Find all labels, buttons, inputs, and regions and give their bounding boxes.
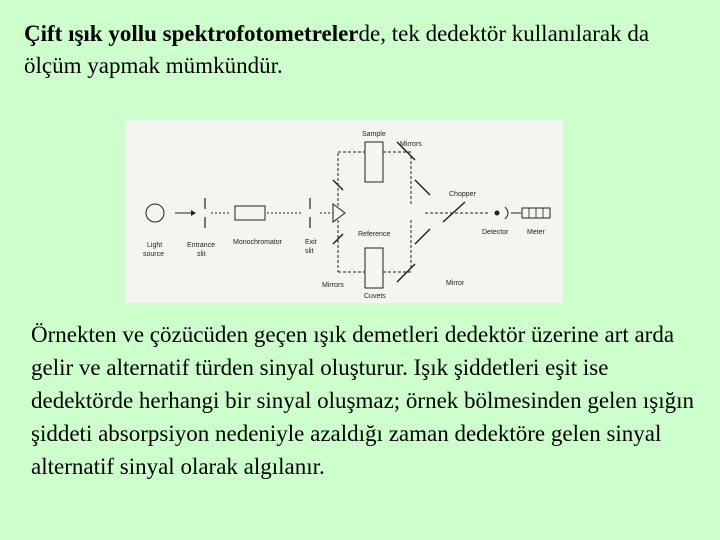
double-beam-spectrophotometer-diagram	[125, 120, 563, 303]
diagram-svg	[125, 120, 563, 303]
heading-rest: de, tek dedektör kullanılarak da ölçüm yapmak mümkündür.	[24, 21, 650, 78]
label-mirrors-top: Mirrors	[400, 141, 422, 148]
detector-dot	[495, 211, 500, 216]
label-cuvets: Cuvets	[364, 293, 386, 300]
mirror-chopper-top	[415, 180, 430, 195]
mirror-bottom-right	[397, 264, 415, 282]
light-source-circle	[146, 204, 164, 222]
label-exit-1: Exit	[305, 239, 317, 246]
label-mirrors-bottom: Mirrors	[322, 282, 344, 289]
label-exit-2: slit	[305, 248, 314, 255]
label-monochromator: Monochromator	[233, 239, 283, 246]
label-detector: Detector	[482, 229, 509, 236]
arrowhead-1	[191, 210, 196, 216]
heading-bold-term: Çift ışık yollu spektrofotometreler	[24, 21, 359, 46]
explanation-paragraph: Örnekten ve çözücüden geçen ışık demetleri dedektör üzerine art arda gelir ve alternatif türden sinyal oluşturur. Işık şiddetleri eşit ise dedektörde herhangi bir sinyal oluşmaz; örnek bölmesinden gelen ışığın şiddeti absorpsiyon nedeniyle azaldığı zaman dedektöre gelen sinyal alternatif sinyal olarak algılanır.	[31, 322, 695, 479]
label-reference: Reference	[358, 231, 391, 238]
mirror-chopper-bottom	[415, 229, 430, 244]
label-sample: Sample	[362, 131, 386, 138]
beam-splitter	[333, 204, 345, 222]
reference-cuvette	[365, 248, 383, 288]
label-chopper: Chopper	[449, 191, 476, 198]
sample-cuvette	[365, 142, 383, 182]
slide-heading	[24, 18, 704, 82]
label-mirror-bottom: Mirror	[446, 280, 465, 287]
label-entrance-1: Entrance	[187, 242, 216, 249]
detector-curve	[505, 207, 508, 219]
monochromator-box	[235, 206, 265, 220]
label-meter: Meter	[527, 229, 545, 236]
label-light-1: Light	[147, 242, 163, 249]
chopper-blade	[443, 202, 465, 222]
label-entrance-2: slit	[197, 251, 206, 258]
label-light-2: source	[143, 251, 165, 258]
